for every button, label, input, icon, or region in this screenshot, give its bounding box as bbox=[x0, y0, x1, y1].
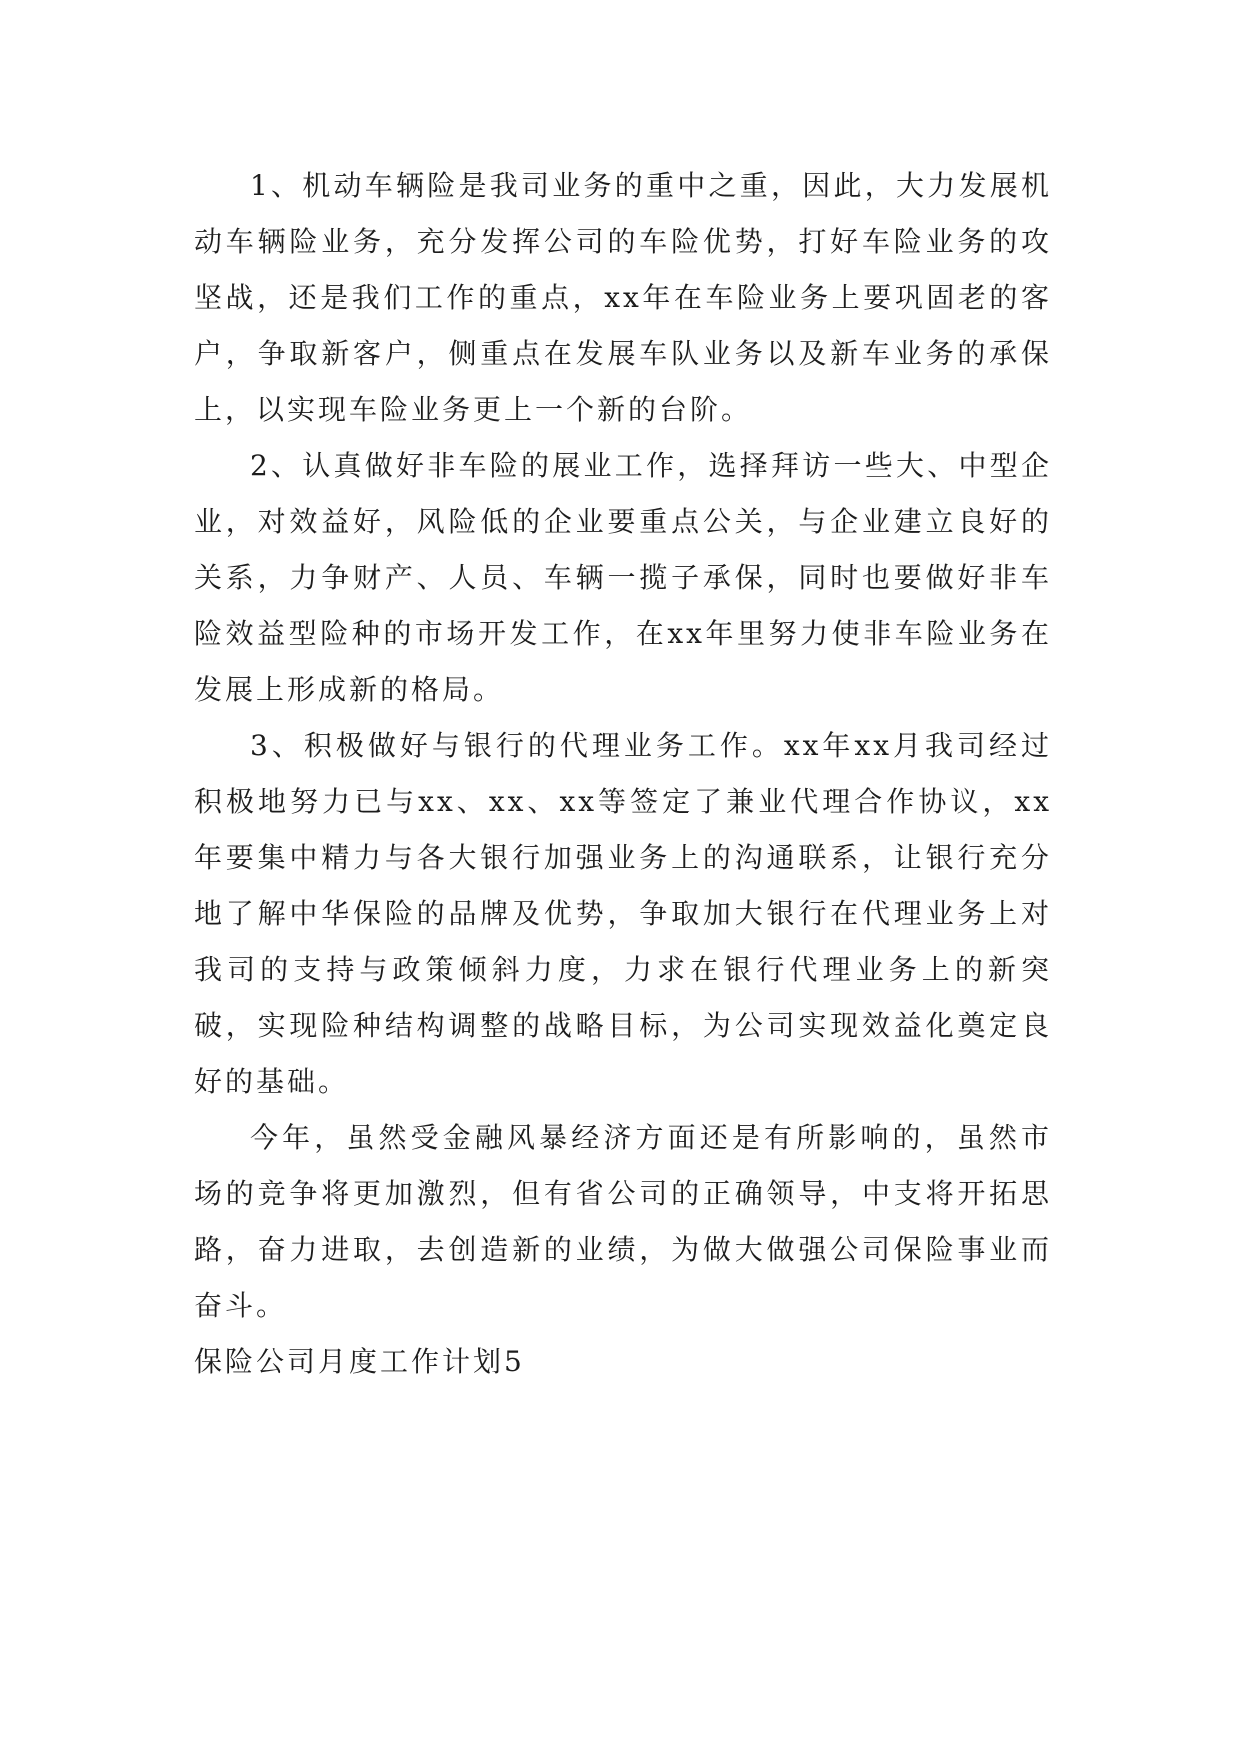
paragraph-conclusion: 今年，虽然受金融风暴经济方面还是有所影响的，虽然市场的竞争将更加激烈，但有省公司的正确领导，中支将开拓思路，奋力进取，去创造新的业绩，为做大做强公司保险事业而奋斗。 bbox=[194, 1121, 1052, 1322]
document-page bbox=[194, 158, 1052, 1390]
paragraph-auto-insurance: 1、机动车辆险是我司业务的重中之重，因此，大力发展机动车辆险业务，充分发挥公司的车险优势，打好车险业务的攻坚战，还是我们工作的重点，xx年在车险业务上要巩固老的客户，争取新客户，侧重点在发展车队业务以及新车业务的承保上，以实现车险业务更上一个新的台阶。 bbox=[194, 169, 1052, 426]
paragraph-bank-agency: 3、积极做好与银行的代理业务工作。xx年xx月我司经过积极地努力已与xx、xx、xx等签定了兼业代理合作协议，xx年要集中精力与各大银行加强业务上的沟通联系，让银行充分地了解中华保险的品牌及优势，争取加大银行在代理业务上对我司的支持与政策倾斜力度，力求在银行代理业务上的新突破，实现险种结构调整的战略目标，为公司实现效益化奠定良好的基础。 bbox=[194, 729, 1052, 1098]
section-heading: 保险公司月度工作计划5 bbox=[194, 1345, 525, 1378]
paragraph-non-auto-insurance: 2、认真做好非车险的展业工作，选择拜访一些大、中型企业，对效益好，风险低的企业要重点公关，与企业建立良好的关系，力争财产、人员、车辆一揽子承保，同时也要做好非车险效益型险种的市场开发工作，在xx年里努力使非车险业务在发展上形成新的格局。 bbox=[194, 449, 1052, 706]
